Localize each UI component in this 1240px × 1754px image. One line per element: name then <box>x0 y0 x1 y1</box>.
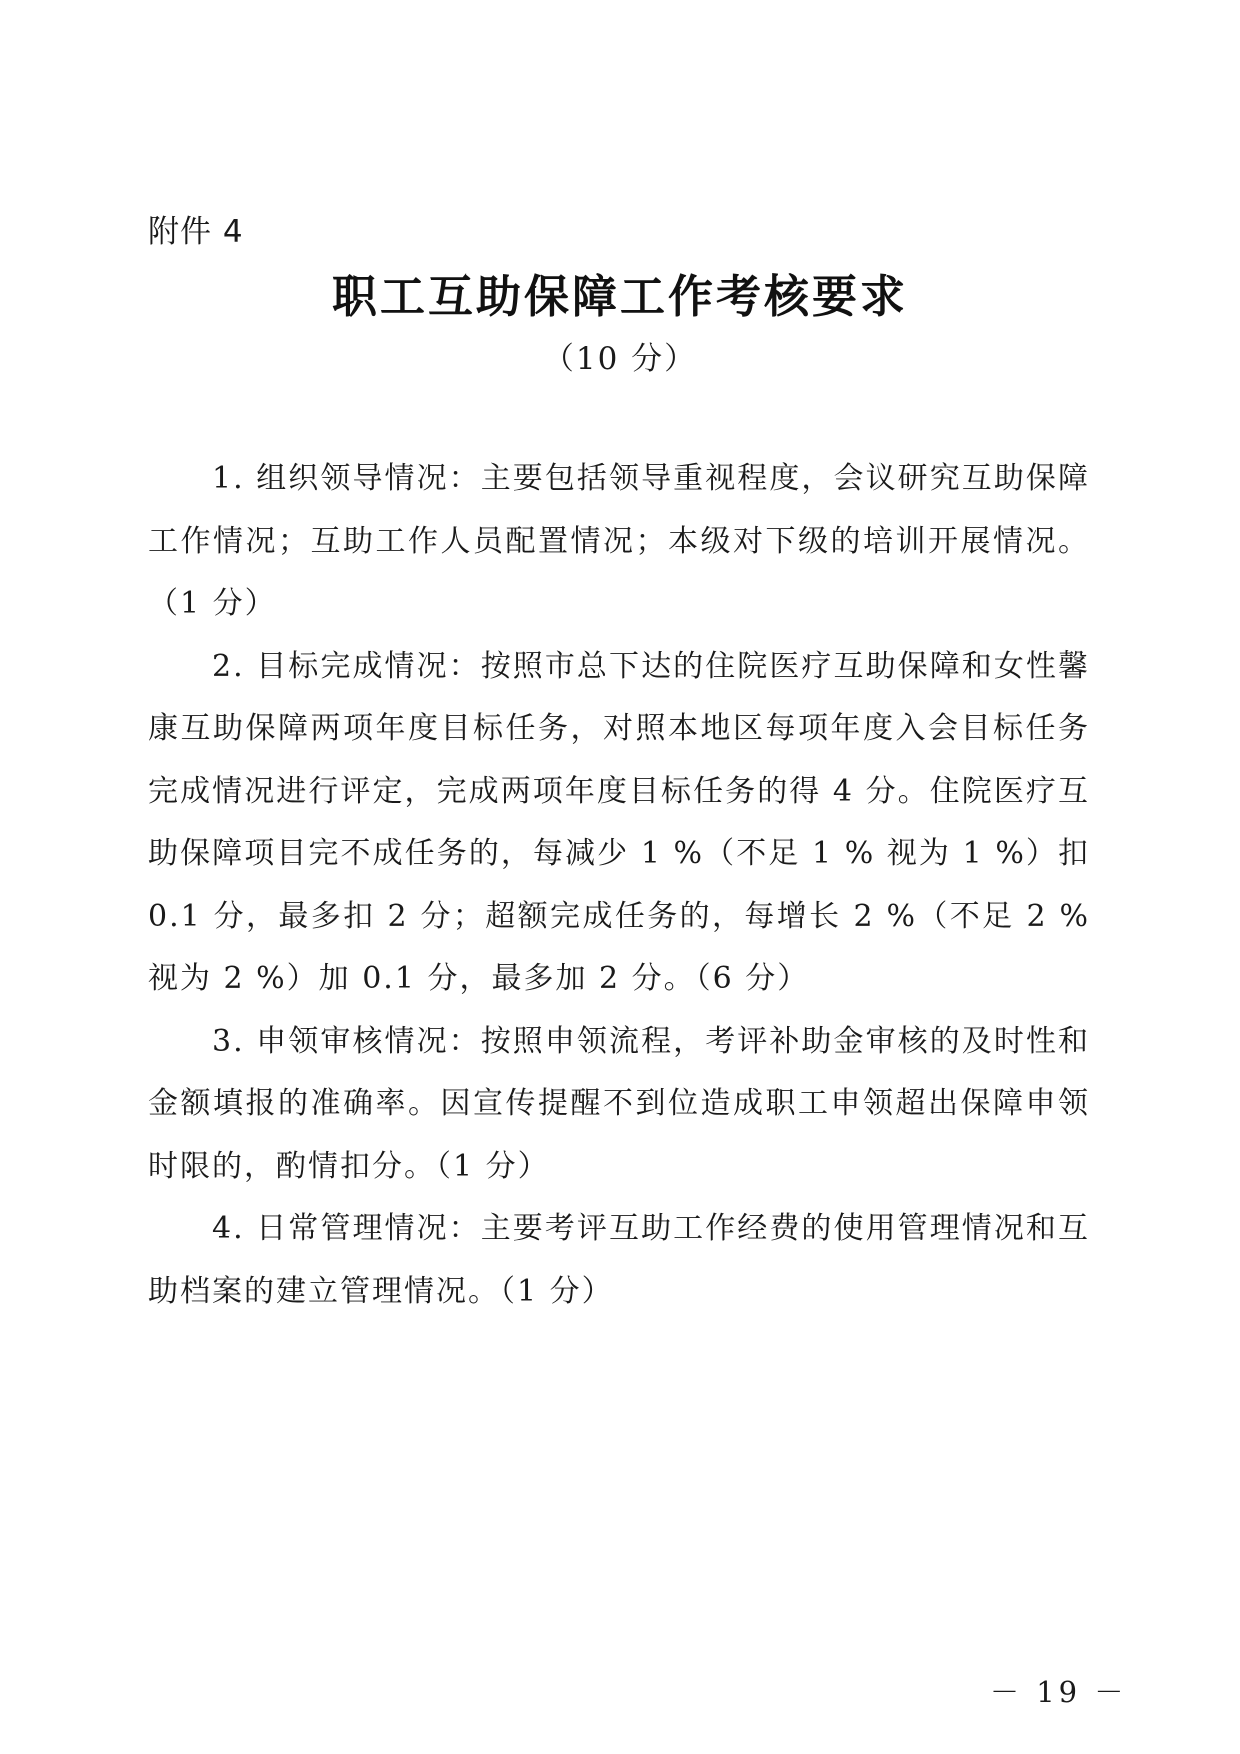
document-body <box>148 448 1090 1323</box>
attachment-label: 附件 4 <box>148 214 244 250</box>
paragraph-claim-review: 3. 申领审核情况：按照申领流程，考评补助金审核的及时性和金额填报的准确率。因宣传提醒不到位造成职工申领超出保障申领时限的，酌情扣分。（1 分） <box>148 1023 1090 1184</box>
paragraph-daily-management: 4. 日常管理情况：主要考评互助工作经费的使用管理情况和互助档案的建立管理情况。（1 分） <box>148 1211 1090 1309</box>
document-title: 职工互助保障工作考核要求 <box>331 270 908 323</box>
page-number: － 19 － <box>990 1675 1128 1709</box>
document-subtitle: （10 分） <box>542 341 698 377</box>
paragraph-target-completion: 2. 目标完成情况：按照市总下达的住院医疗互助保障和女性馨康互助保障两项年度目标任务，对照本地区每项年度入会目标任务完成情况进行评定，完成两项年度目标任务的得 4 分。住院医疗互助保障项目完不成任务的，每减少 1 %（不足 1 % 视为 1 %）扣 0.1 分，最多扣 2 分；超额完成任务的，每增长 2 %（不足 2 % 视为 2 %）加 0.1 分，最多加 2 分。（6 分） <box>148 648 1090 996</box>
paragraph-organization-leadership: 1. 组织领导情况：主要包括领导重视程度，会议研究互助保障工作情况；互助工作人员配置情况；本级对下级的培训开展情况。（1 分） <box>148 461 1090 621</box>
